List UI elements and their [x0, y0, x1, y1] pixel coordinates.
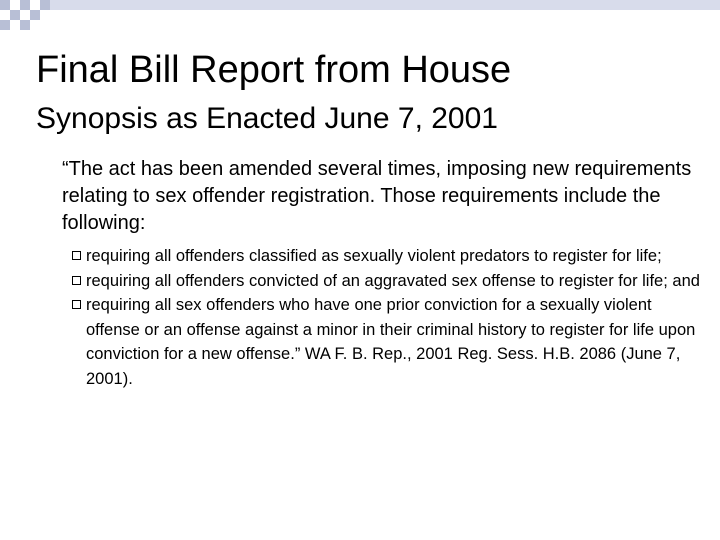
requirements-list	[72, 244, 702, 391]
header-checker-pattern	[0, 0, 720, 30]
square-bullet-icon	[72, 300, 81, 309]
list-item-text: requiring all sex offenders who have one prior conviction for a sexually violent offense or an offense against a minor in their criminal history to register for life upon conviction for a new offense.” WA F. B. Rep., 2001 Reg. Sess. H.B. 2086 (June 7, 2001).	[86, 296, 696, 388]
list-item	[72, 293, 702, 391]
quote-intro: “The act has been amended several times, imposing new requirements relating to sex offender registration. Those requirements include the following:	[62, 158, 692, 234]
list-item-text: requiring all offenders convicted of an aggravated sex offense to register for life; and	[86, 271, 700, 290]
list-item-text: requiring all offenders classified as sexually violent predators to register for life;	[86, 247, 662, 265]
square-bullet-icon	[72, 276, 81, 285]
slide-subtitle: Synopsis as Enacted June 7, 2001	[36, 102, 498, 135]
slide-title: Final Bill Report from House	[36, 49, 512, 91]
list-item	[72, 244, 702, 269]
square-bullet-icon	[72, 251, 81, 260]
list-item	[72, 269, 702, 294]
